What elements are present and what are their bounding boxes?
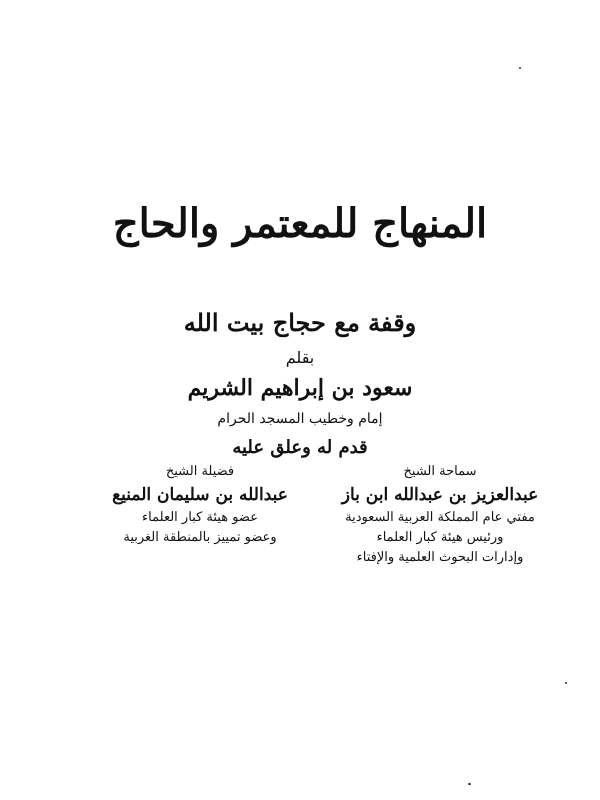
presenter-title-line: مفتي عام المملكة العربية السعودية [345,510,535,525]
scan-speck [519,67,521,69]
author-role: إمام وخطيب المسجد الحرام [217,411,383,427]
author-name: سعود بن إبراهيم الشريم [187,375,413,401]
scan-speck [565,682,567,684]
scan-speck [468,783,471,785]
book-subtitle: وقفة مع حجاج بيت الله [183,308,417,337]
presenter-title-line: وإدارات البحوث العلمية والإفتاء [356,550,524,565]
presenter-honorific: سماحة الشيخ [403,464,477,479]
presenter-title-line: وعضو تمييز بالمنطقة الغربية [123,530,277,545]
presenter-bin-baz [310,462,570,568]
presenter-title-line: ورئيس هيئة كبار العلماء [376,530,504,545]
book-title: المنهاج للمعتمر والحاج [112,200,488,247]
presenter-title-line: عضو هيئة كبار العلماء [142,510,258,525]
presenter-al-manea [70,462,330,548]
presenter-honorific: فضيلة الشيخ [165,464,235,479]
presenter-name: عبدالعزيز بن عبدالله ابن باز [341,485,539,505]
byline: بقلم [285,348,315,367]
presenter-name: عبدالله بن سليمان المنيع [112,485,288,505]
introduction-label: قدم له وعلق عليه [232,437,368,458]
